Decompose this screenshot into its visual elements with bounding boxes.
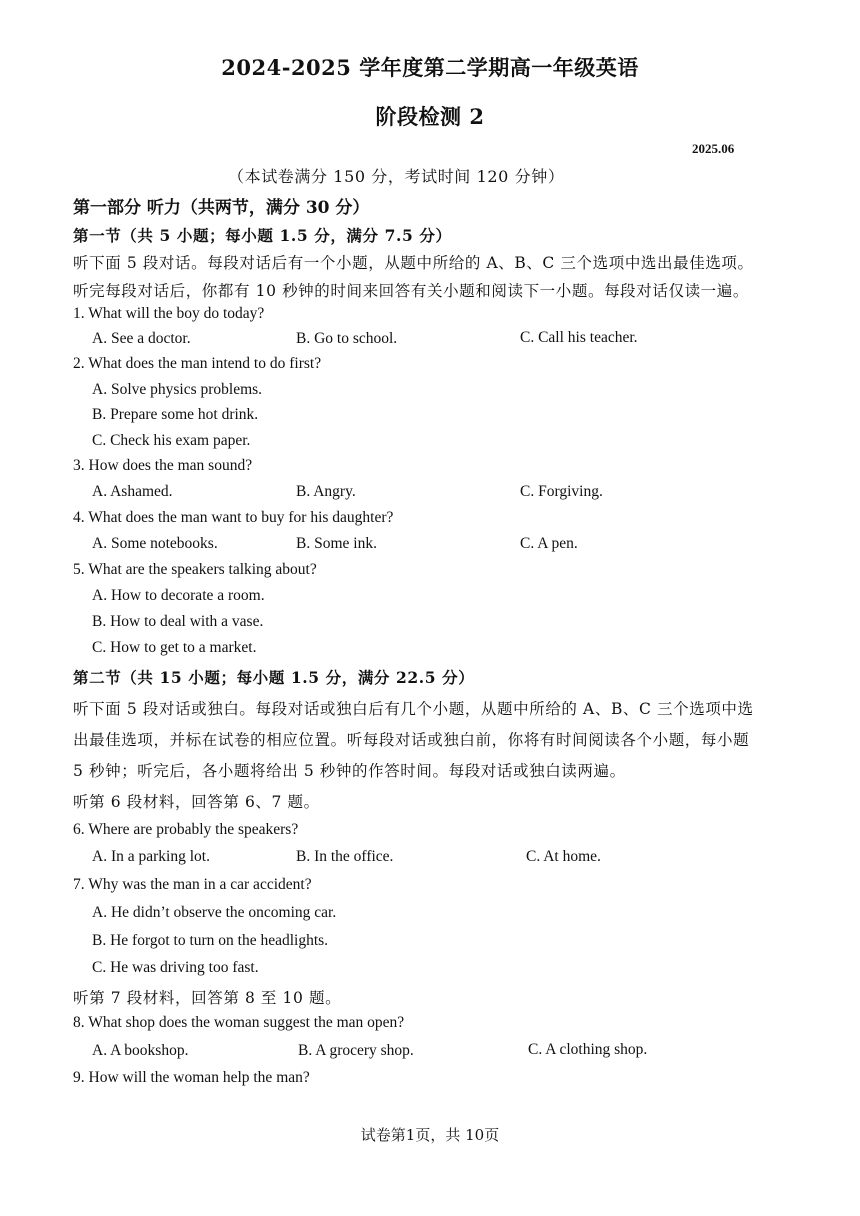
exam-title: 2024-2025 学年度第二学期高一年级英语 (221, 55, 639, 80)
q5-option-a: A. How to decorate a room. (92, 587, 265, 604)
section2-instruction-3: 5 秒钟；听完后，各小题将给出 5 秒钟的作答时间。每段对话或独白读两遍。 (73, 762, 626, 780)
page-footer: 试卷第1页，共 10页 (360, 1126, 500, 1144)
q6-option-a: A. In a parking lot. (92, 848, 210, 865)
q2-option-c: C. Check his exam paper. (92, 432, 251, 449)
q4-option-c: C. A pen. (520, 535, 578, 552)
exam-info: （本试卷满分 150 分，考试时间 120 分钟） (228, 167, 565, 186)
question-2: 2. What does the man intend to do first? (73, 355, 322, 372)
section2-instruction-1: 听下面 5 段对话或独白。每段对话或独白后有几个小题，从题中所给的 A、B、C 三个选项中选 (73, 700, 754, 718)
question-5: 5. What are the speakers talking about? (73, 561, 317, 578)
section1-instruction-2: 听完每段对话后，你都有 10 秒钟的时间来回答有关小题和阅读下一小题。每段对话仅读一遍。 (73, 282, 749, 300)
question-7: 7. Why was the man in a car accident? (73, 876, 312, 893)
q8-option-c: C. A clothing shop. (528, 1041, 648, 1058)
question-3: 3. How does the man sound? (73, 457, 253, 474)
q3-option-a: A. Ashamed. (92, 483, 173, 500)
q2-option-a: A. Solve physics problems. (92, 381, 263, 398)
part1-heading: 第一部分 听力（共两节，满分 30 分） (73, 198, 370, 218)
q7-option-c: C. He was driving too fast. (92, 959, 259, 976)
q2-option-b: B. Prepare some hot drink. (92, 406, 259, 423)
exam-date: 2025.06 (692, 141, 735, 156)
q1-option-a: A. See a doctor. (92, 330, 191, 347)
q4-option-a: A. Some notebooks. (92, 535, 218, 552)
q4-option-b: B. Some ink. (296, 535, 377, 552)
exam-subtitle: 阶段检测 2 (375, 104, 485, 129)
section1-heading: 第一节（共 5 小题；每小题 1.5 分，满分 7.5 分） (73, 226, 452, 245)
q5-option-b: B. How to deal with a vase. (92, 613, 264, 630)
q1-option-b: B. Go to school. (296, 330, 398, 347)
section2-heading: 第二节（共 15 小题；每小题 1.5 分，满分 22.5 分） (73, 668, 475, 687)
q6-option-b: B. In the office. (296, 848, 394, 865)
question-1: 1. What will the boy do today? (73, 305, 265, 322)
section2-instruction-2: 出最佳选项，并标在试卷的相应位置。听每段对话或独白前，你将有时间阅读各个小题，每小题 (73, 731, 750, 749)
question-6: 6. Where are probably the speakers? (73, 821, 299, 838)
q6-option-c: C. At home. (526, 848, 601, 865)
q3-option-b: B. Angry. (296, 483, 356, 500)
question-9: 9. How will the woman help the man? (73, 1069, 310, 1086)
section1-instruction-1: 听下面 5 段对话。每段对话后有一个小题，从题中所给的 A、B、C 三个选项中选出最佳选项。 (73, 254, 754, 272)
material-7-heading: 听第 7 段材料，回答第 8 至 10 题。 (73, 989, 342, 1007)
q8-option-a: A. A bookshop. (92, 1042, 189, 1059)
question-8: 8. What shop does the woman suggest the man open? (73, 1014, 405, 1031)
q1-option-c: C. Call his teacher. (520, 329, 638, 346)
question-4: 4. What does the man want to buy for his daughter? (73, 509, 394, 526)
q8-option-b: B. A grocery shop. (298, 1042, 414, 1059)
q7-option-a: A. He didn’t observe the oncoming car. (92, 904, 337, 921)
material-6-heading: 听第 6 段材料，回答第 6、7 题。 (73, 793, 320, 811)
q5-option-c: C. How to get to a market. (92, 639, 257, 656)
q7-option-b: B. He forgot to turn on the headlights. (92, 932, 329, 949)
q3-option-c: C. Forgiving. (520, 483, 603, 500)
